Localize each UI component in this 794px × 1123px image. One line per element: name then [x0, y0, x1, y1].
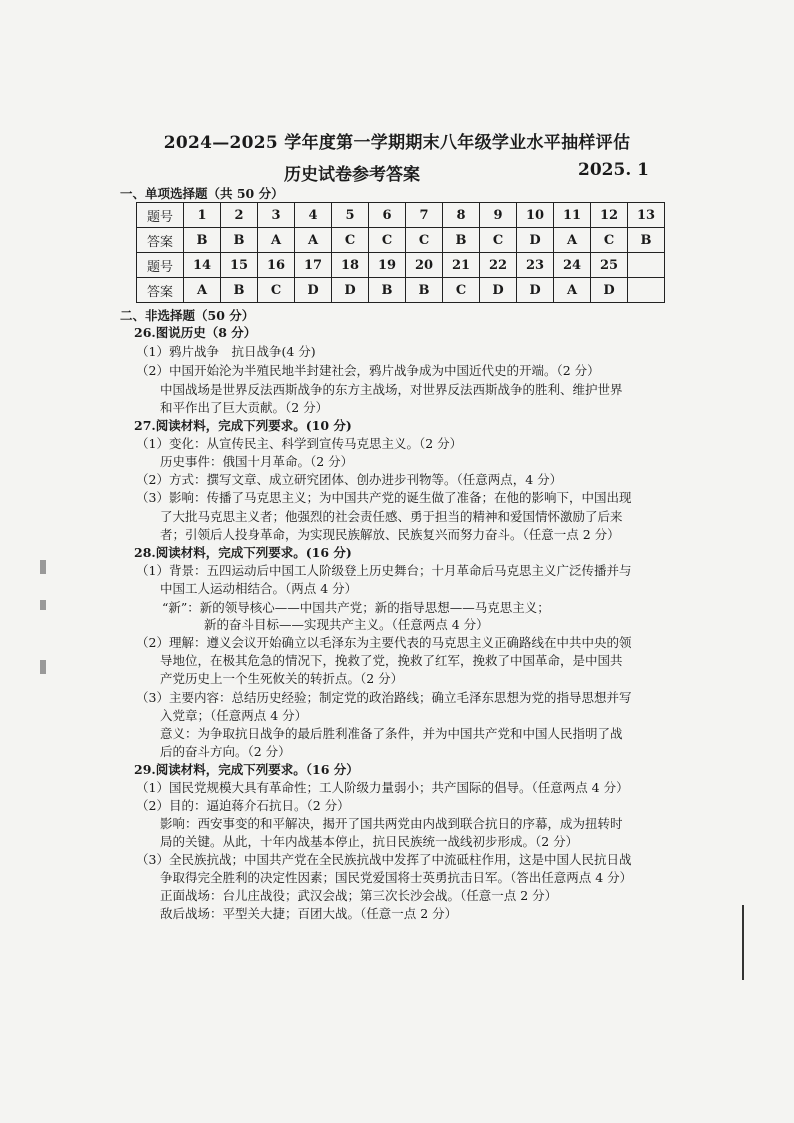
question-number: 12	[591, 203, 628, 228]
question-number: 13	[628, 203, 665, 228]
question-number: 22	[480, 253, 517, 278]
answer-cell: A	[258, 228, 295, 253]
answer-cell: C	[443, 278, 480, 303]
answer-line: 后的奋斗方向。（2 分）	[160, 744, 291, 759]
binding-margin-mark	[40, 660, 46, 674]
question-number: 24	[554, 253, 591, 278]
answer-cell: A	[554, 278, 591, 303]
question-heading: 27.阅读材料，完成下列要求。(10 分)	[134, 418, 352, 433]
answer-cell: C	[332, 228, 369, 253]
row-label: 答案	[137, 228, 184, 253]
exam-date: 2025. 1	[578, 160, 649, 180]
document-subtitle	[284, 160, 649, 185]
question-number: 5	[332, 203, 369, 228]
question-number: 3	[258, 203, 295, 228]
answer-line: （2）方式：撰写文章、成立研究团体、创办进步刊物等。（任意两点，4 分）	[136, 472, 563, 487]
subtitle-text: 历史试卷参考答案	[284, 165, 420, 185]
answer-cell: B	[406, 278, 443, 303]
answer-line: 争取得完全胜利的决定性因素；国民党爱国将士英勇抗击日军。（答出任意两点 4 分）	[160, 870, 633, 885]
answer-cell: B	[443, 228, 480, 253]
question-number: 11	[554, 203, 591, 228]
answer-cell: B	[369, 278, 406, 303]
answer-line: （3）影响：传播了马克思主义；为中国共产党的诞生做了准备；在他的影响下，中国出现	[136, 490, 632, 505]
answer-line: 和平作出了巨大贡献。（2 分）	[160, 400, 329, 415]
answer-cell: D	[295, 278, 332, 303]
binding-margin-mark	[40, 600, 46, 610]
answer-line: （1）变化：从宣传民主、科学到宣传马克思主义。（2 分）	[136, 436, 463, 451]
answer-line: （1）国民党规模大具有革命性；工人阶级力量弱小；共产国际的倡导。（任意两点 4 分）	[136, 780, 629, 795]
table-row	[137, 253, 665, 278]
answer-cell: B	[628, 228, 665, 253]
answer-line: 者；引领后人投身革命，为实现民族解放、民族复兴而努力奋斗。（任意一点 2 分）	[160, 527, 620, 542]
question-number: 8	[443, 203, 480, 228]
question-number: 9	[480, 203, 517, 228]
answer-line: （1）背景：五四运动后中国工人阶级登上历史舞台；十月革命后马克思主义广泛传播并与	[136, 563, 632, 578]
answer-cell: B	[221, 278, 258, 303]
answer-cell: A	[184, 278, 221, 303]
section1-title: 一、单项选择题（共 50 分）	[120, 186, 284, 201]
binding-margin-mark	[40, 560, 46, 574]
row-label: 答案	[137, 278, 184, 303]
answer-line: （2）目的：逼迫蒋介石抗日。（2 分）	[136, 798, 350, 813]
answer-cell: B	[184, 228, 221, 253]
answer-line: “新”：新的领导核心——中国共产党；新的指导思想——马克思主义；	[162, 600, 550, 615]
answer-line: 中国工人运动相结合。（两点 4 分）	[160, 581, 358, 596]
answer-line: 新的奋斗目标——实现共产主义。（任意两点 4 分）	[204, 617, 489, 632]
answer-cell: C	[406, 228, 443, 253]
answer-cell: D	[332, 278, 369, 303]
question-number: 23	[517, 253, 554, 278]
answer-line: 影响：西安事变的和平解决，揭开了国共两党由内战到联合抗日的序幕，成为扭转时	[160, 816, 623, 831]
question-number: 25	[591, 253, 628, 278]
answer-line: （1）鸦片战争 抗日战争(4 分)	[136, 344, 316, 359]
question-heading: 28.阅读材料，完成下列要求。(16 分)	[134, 545, 352, 560]
row-label: 题号	[137, 253, 184, 278]
question-number: 15	[221, 253, 258, 278]
answer-line: 意义：为争取抗日战争的最后胜利准备了条件，并为中国共产党和中国人民指明了战	[160, 726, 623, 741]
answer-cell: B	[221, 228, 258, 253]
answer-line: 正面战场：台儿庄战役；武汉会战；第三次长沙会战。（任意一点 2 分）	[160, 888, 558, 903]
answer-line: 敌后战场：平型关大捷；百团大战。（任意一点 2 分）	[160, 906, 458, 921]
answer-line: 导地位，在极其危急的情况下，挽救了党，挽救了红军，挽救了中国革命，是中国共	[160, 653, 623, 668]
section2-title: 二、非选择题（50 分）	[120, 308, 255, 323]
answer-line: 入党章；（任意两点 4 分）	[160, 708, 308, 723]
question-number: 16	[258, 253, 295, 278]
question-number: 19	[369, 253, 406, 278]
answer-line: （3）全民族抗战；中国共产党在全民族抗战中发挥了中流砥柱作用，这是中国人民抗日战	[136, 852, 632, 867]
answer-line: 产党历史上一个生死攸关的转折点。（2 分）	[160, 671, 404, 686]
document-title: 2024—2025 学年度第一学期期末八年级学业水平抽样评估	[163, 133, 631, 153]
answer-cell: C	[258, 278, 295, 303]
answer-line: 历史事件：俄国十月革命。（2 分）	[160, 454, 354, 469]
question-number: 21	[443, 253, 480, 278]
answer-cell: A	[295, 228, 332, 253]
table-row	[137, 203, 665, 228]
table-row	[137, 228, 665, 253]
answer-line: 了大批马克思主义者；他强烈的社会责任感、勇于担当的精神和爱国情怀激励了后来	[160, 509, 623, 524]
question-number: 10	[517, 203, 554, 228]
answer-table	[136, 202, 665, 303]
question-number: 7	[406, 203, 443, 228]
answer-line: 局的关键。从此，十年内战基本停止，抗日民族统一战线初步形成。（2 分）	[160, 834, 579, 849]
question-heading: 29.阅读材料，完成下列要求。（16 分）	[134, 762, 359, 777]
answer-line: （2）中国开始沦为半殖民地半封建社会，鸦片战争成为中国近代史的开端。（2 分）	[136, 363, 600, 378]
answer-cell: A	[554, 228, 591, 253]
answer-cell: D	[591, 278, 628, 303]
answer-cell: C	[480, 228, 517, 253]
question-heading: 26.图说历史（8 分）	[134, 325, 257, 340]
table-row	[137, 278, 665, 303]
question-number: 2	[221, 203, 258, 228]
answer-line: （2）理解：遵义会议开始确立以毛泽东为主要代表的马克思主义正确路线在中共中央的领	[136, 635, 632, 650]
answer-cell: D	[517, 228, 554, 253]
answer-cell: C	[591, 228, 628, 253]
question-number: 4	[295, 203, 332, 228]
answer-cell: D	[480, 278, 517, 303]
answer-cell: D	[517, 278, 554, 303]
answer-line: 中国战场是世界反法西斯战争的东方主战场，对世界反法西斯战争的胜利、维护世界	[160, 382, 623, 397]
question-number: 6	[369, 203, 406, 228]
answer-line: （3）主要内容：总结历史经验；制定党的政治路线；确立毛泽东思想为党的指导思想并写	[136, 690, 632, 705]
scan-edge-line	[742, 905, 744, 980]
question-number: 14	[184, 253, 221, 278]
question-number	[628, 253, 665, 278]
question-number: 1	[184, 203, 221, 228]
answer-cell	[628, 278, 665, 303]
question-number: 20	[406, 253, 443, 278]
question-number: 18	[332, 253, 369, 278]
row-label: 题号	[137, 203, 184, 228]
question-number: 17	[295, 253, 332, 278]
answer-cell: C	[369, 228, 406, 253]
